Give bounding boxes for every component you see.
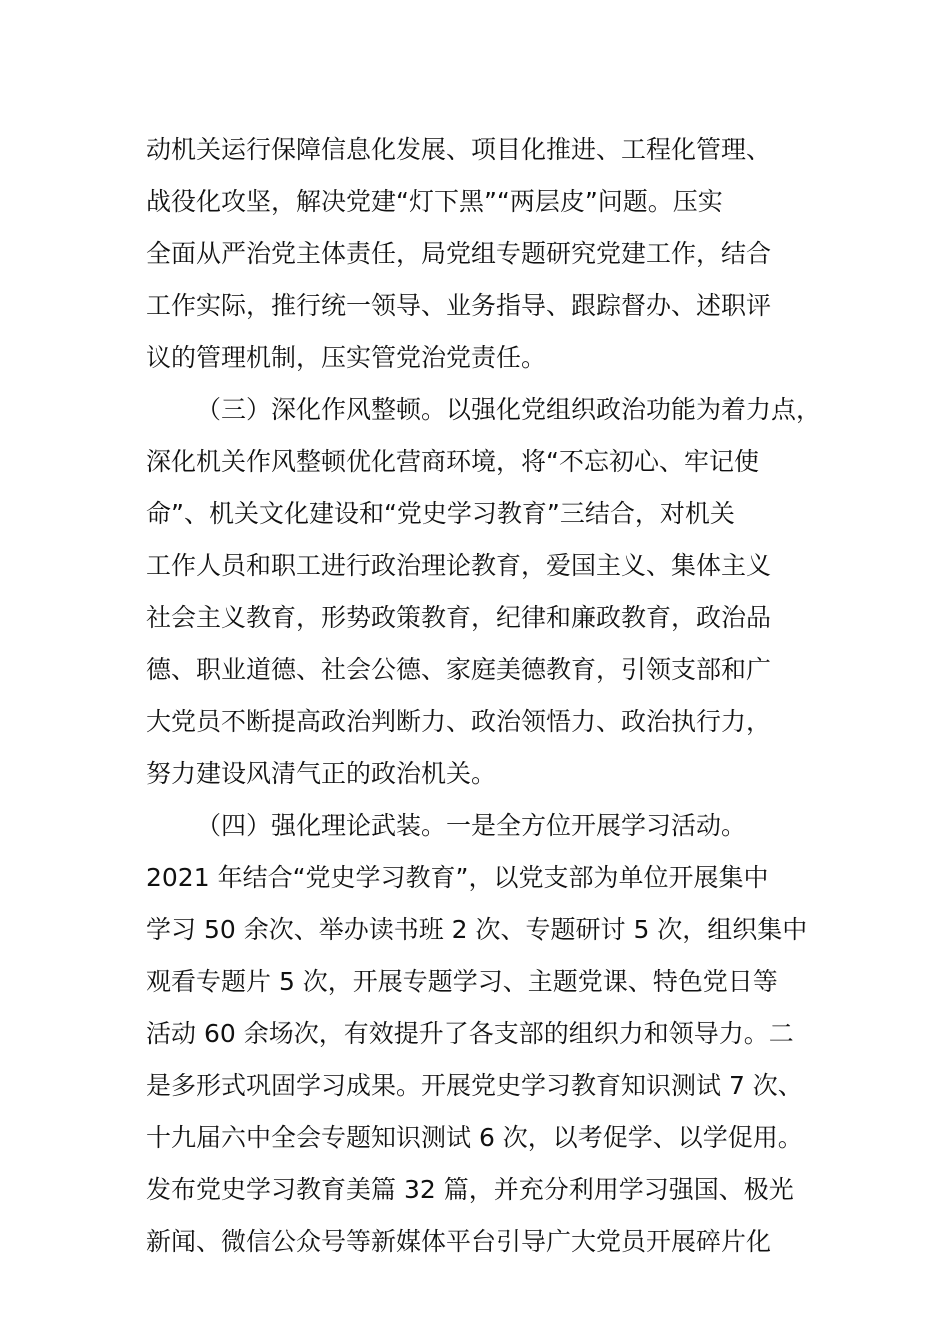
text-line: 是多形式巩固学习成果。开展党史学习教育知识测试 7 次、 — [146, 1071, 803, 1100]
text-line: 新闻、微信公众号等新媒体平台引导广大党员开展碎片化 — [146, 1227, 772, 1256]
text-line: 发布党史学习教育美篇 32 篇，并充分利用学习强国、极光 — [146, 1175, 794, 1204]
text-line: 观看专题片 5 次，开展专题学习、主题党课、特色党日等 — [146, 967, 778, 996]
text-line: 努力建设风清气正的政治机关。 — [146, 759, 497, 788]
text-line: 全面从严治党主体责任，局党组专题研究党建工作，结合 — [146, 239, 772, 268]
text-line: 工作人员和职工进行政治理论教育，爱国主义、集体主义 — [146, 551, 772, 580]
text-line: 十九届六中全会专题知识测试 6 次，以考促学、以学促用。 — [146, 1123, 803, 1152]
paragraph-four-heading-line: （四）强化理论武装。一是全方位开展学习活动。 — [196, 811, 747, 840]
text-line: 动机关运行保障信息化发展、项目化推进、工程化管理、 — [146, 135, 772, 164]
paragraph-three-heading-line: （三）深化作风整顿。以强化党组织政治功能为着力点， — [196, 395, 822, 424]
text-line: 大党员不断提高政治判断力、政治领悟力、政治执行力， — [146, 707, 772, 736]
document-body — [146, 124, 826, 1268]
text-line: 2021 年结合“党史学习教育”，以党支部为单位开展集中 — [146, 863, 769, 892]
text-line: 工作实际，推行统一领导、业务指导、跟踪督办、述职评 — [146, 291, 772, 320]
text-line: 命”、机关文化建设和“党史学习教育”三结合，对机关 — [146, 499, 735, 528]
text-line: 活动 60 余场次，有效提升了各支部的组织力和领导力。二 — [146, 1019, 794, 1048]
text-line: 学习 50 余次、举办读书班 2 次、专题研讨 5 次，组织集中 — [146, 915, 808, 944]
text-line: 德、职业道德、社会公德、家庭美德教育，引领支部和广 — [146, 655, 772, 684]
text-line: 深化机关作风整顿优化营商环境，将“不忘初心、牢记使 — [146, 447, 759, 476]
text-line: 战役化攻坚，解决党建“灯下黑”“两层皮”问题。压实 — [146, 187, 723, 216]
text-line: 社会主义教育，形势政策教育，纪律和廉政教育，政治品 — [146, 603, 772, 632]
text-line: 议的管理机制，压实管党治党责任。 — [146, 343, 547, 372]
